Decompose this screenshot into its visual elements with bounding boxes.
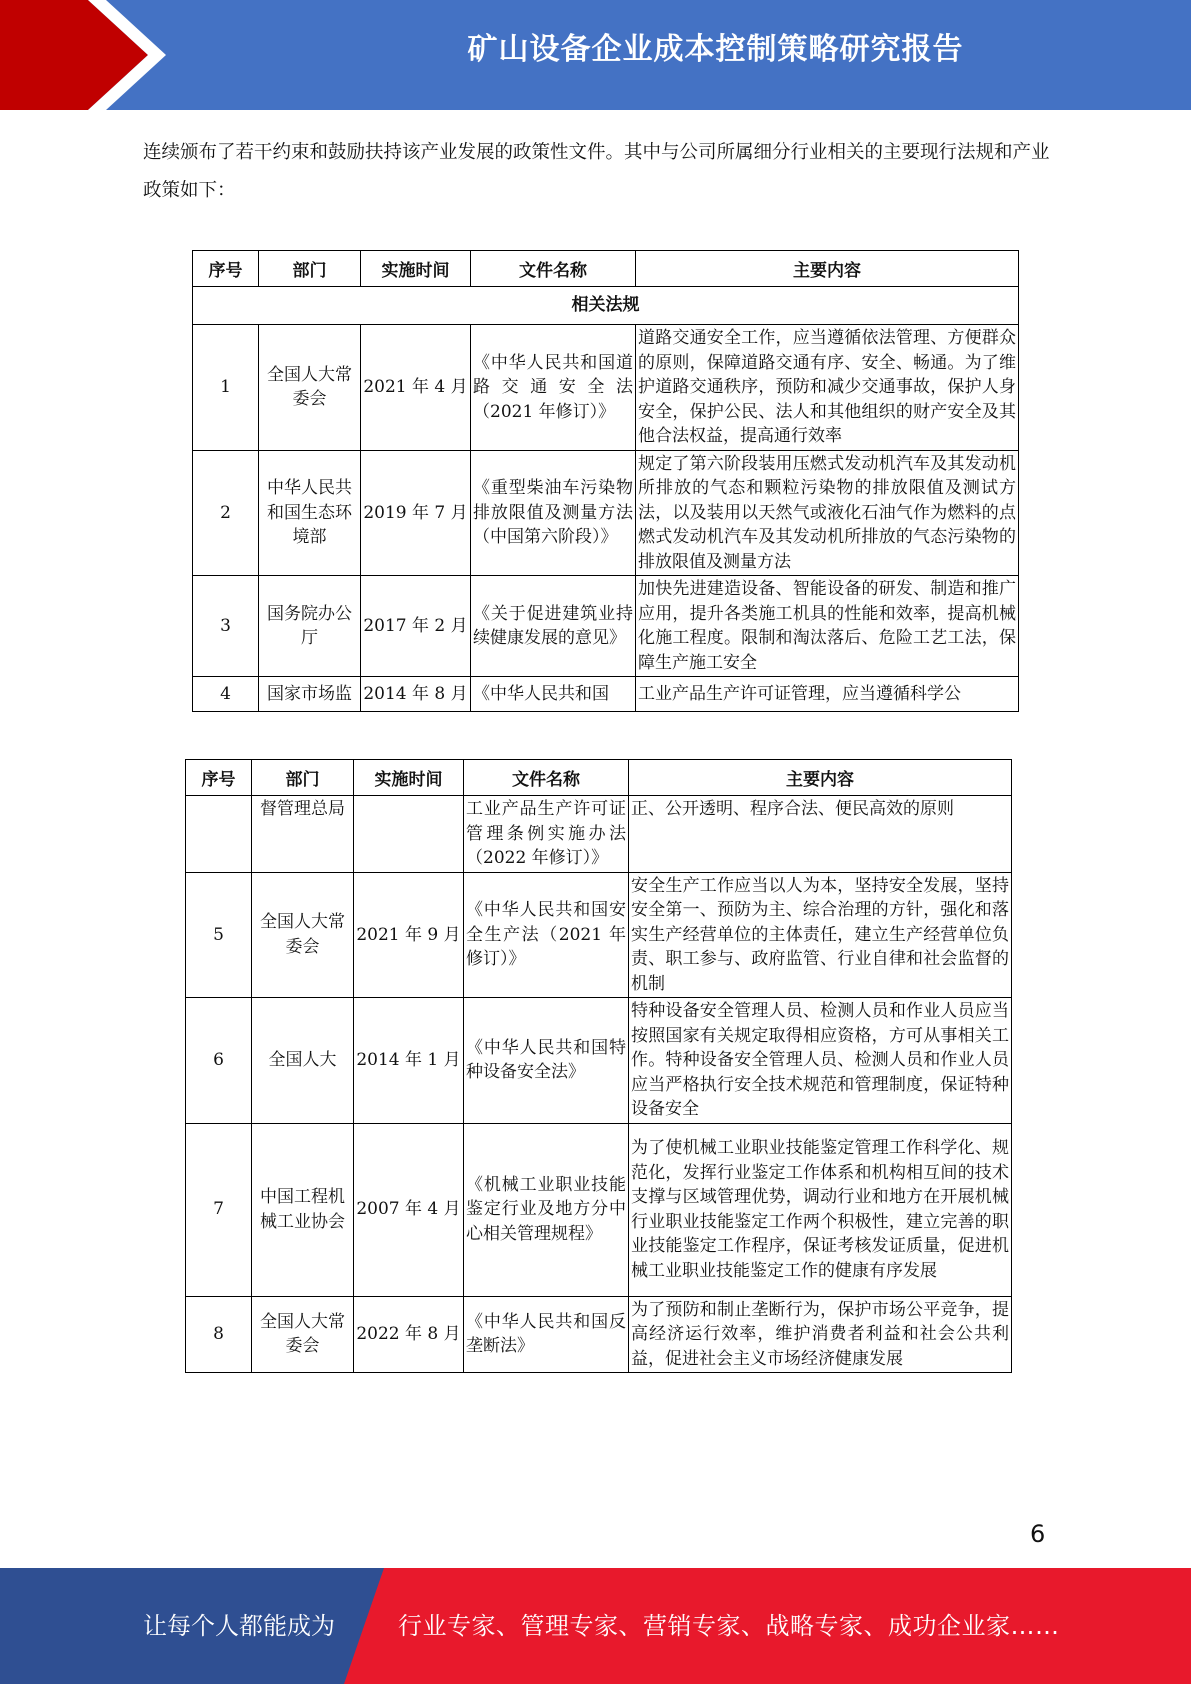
row-date: 2022 年 8 月 — [354, 1296, 464, 1373]
row-content: 特种设备安全管理人员、检测人员和作业人员应当按照国家有关规定取得相应资格，方可从事相关工作。特种设备安全管理人员、检测人员和作业人员应当严格执行安全技术规范和管理制度，保证特种设备安全 — [629, 998, 1012, 1124]
row-index: 4 — [193, 677, 259, 712]
table-row — [193, 325, 1019, 451]
row-document: 《中华人民共和国道路交通安全法（2021 年修订）》 — [471, 325, 636, 451]
row-department: 全国人大常委会 — [252, 1296, 354, 1373]
row-department: 全国人大 — [252, 998, 354, 1124]
row-document: 《中华人民共和国反垄断法》 — [464, 1296, 629, 1373]
row-index — [186, 796, 252, 873]
row-index: 7 — [186, 1123, 252, 1296]
row-document: 《中华人民共和国 — [471, 677, 636, 712]
row-content: 正、公开透明、程序合法、便民高效的原则 — [629, 796, 1012, 873]
table-row — [193, 450, 1019, 576]
row-index: 1 — [193, 325, 259, 451]
header-document: 文件名称 — [464, 760, 629, 796]
row-document: 《关于促进建筑业持续健康发展的意见》 — [471, 576, 636, 677]
row-date: 2021 年 4 月 — [361, 325, 471, 451]
row-department: 督管理总局 — [252, 796, 354, 873]
header-department: 部门 — [259, 251, 361, 287]
row-content: 道路交通安全工作，应当遵循依法管理、方便群众的原则，保障道路交通有序、安全、畅通。为了维护道路交通秩序，预防和减少交通事故，保护人身安全，保护公民、法人和其他组织的财产安全及其他合法权益，提高通行效率 — [636, 325, 1019, 451]
row-document: 《中华人民共和国特种设备安全法》 — [464, 998, 629, 1124]
row-content: 工业产品生产许可证管理，应当遵循科学公 — [636, 677, 1019, 712]
row-index: 6 — [186, 998, 252, 1124]
row-content: 安全生产工作应当以人为本，坚持安全发展，坚持安全第一、预防为主、综合治理的方针，强化和落实生产经营单位的主体责任，建立生产经营单位负责、职工参与、政府监管、行业自律和社会监督的机制 — [629, 872, 1012, 998]
page-header — [0, 0, 1191, 110]
table-header-row — [186, 760, 1012, 796]
row-date: 2014 年 8 月 — [361, 677, 471, 712]
row-date: 2017 年 2 月 — [361, 576, 471, 677]
table-row — [193, 677, 1019, 712]
section-title: 相关法规 — [193, 287, 1019, 325]
row-index: 3 — [193, 576, 259, 677]
page-footer — [0, 1568, 1191, 1684]
row-department: 中华人民共和国生态环境部 — [259, 450, 361, 576]
header-content: 主要内容 — [629, 760, 1012, 796]
row-date: 2019 年 7 月 — [361, 450, 471, 576]
row-date: 2021 年 9 月 — [354, 872, 464, 998]
table-row — [186, 1296, 1012, 1373]
row-department: 全国人大常委会 — [252, 872, 354, 998]
row-department: 国家市场监 — [259, 677, 361, 712]
section-row — [193, 287, 1019, 325]
header-index: 序号 — [193, 251, 259, 287]
row-content: 加快先进建造设备、智能设备的研发、制造和推广应用，提升各类施工机具的性能和效率，提高机械化施工程度。限制和淘汰落后、危险工艺工法，保障生产施工安全 — [636, 576, 1019, 677]
table-row — [186, 998, 1012, 1124]
row-document: 《机械工业职业技能鉴定行业及地方分中心相关管理规程》 — [464, 1123, 629, 1296]
row-date — [354, 796, 464, 873]
row-content: 为了预防和制止垄断行为，保护市场公平竞争，提高经济运行效率，维护消费者利益和社会公共利益，促进社会主义市场经济健康发展 — [629, 1296, 1012, 1373]
table-row — [186, 796, 1012, 873]
row-document: 工业产品生产许可证管理条例实施办法（2022 年修订）》 — [464, 796, 629, 873]
header-department: 部门 — [252, 760, 354, 796]
footer-slogan-right: 行业专家、管理专家、营销专家、战略专家、成功企业家…… — [398, 1612, 1060, 1640]
report-title: 矿山设备企业成本控制策略研究报告 — [467, 32, 964, 67]
table-row — [193, 576, 1019, 677]
row-content: 为了使机械工业职业技能鉴定管理工作科学化、规范化，发挥行业鉴定工作体系和机构相互间的技术支撑与区域管理优势，调动行业和地方在开展机械行业职业技能鉴定工作两个积极性，建立完善的职业技能鉴定工作程序，保证考核发证质量，促进机械工业职业技能鉴定工作的健康有序发展 — [629, 1123, 1012, 1296]
header-index: 序号 — [186, 760, 252, 796]
row-content: 规定了第六阶段装用压燃式发动机汽车及其发动机所排放的气态和颗粒污染物的排放限值及测试方法，以及装用以天然气或液化石油气作为燃料的点燃式发动机汽车及其发动机所排放的气态污染物的排放限值及测量方法 — [636, 450, 1019, 576]
footer-slogan-left: 让每个人都能成为 — [143, 1612, 335, 1640]
row-date: 2014 年 1 月 — [354, 998, 464, 1124]
row-index: 8 — [186, 1296, 252, 1373]
header-date: 实施时间 — [361, 251, 471, 287]
header-document: 文件名称 — [471, 251, 636, 287]
policy-table-1 — [192, 250, 1019, 712]
row-department: 中国工程机械工业协会 — [252, 1123, 354, 1296]
table-row — [186, 1123, 1012, 1296]
row-department: 国务院办公厅 — [259, 576, 361, 677]
policy-table-2 — [185, 759, 1012, 1373]
row-index: 5 — [186, 872, 252, 998]
table-row — [186, 872, 1012, 998]
header-content: 主要内容 — [636, 251, 1019, 287]
row-document: 《重型柴油车污染物排放限值及测量方法（中国第六阶段）》 — [471, 450, 636, 576]
row-date: 2007 年 4 月 — [354, 1123, 464, 1296]
intro-paragraph: 连续颁布了若干约束和鼓励扶持该产业发展的政策性文件。其中与公司所属细分行业相关的主要现行法规和产业政策如下： — [143, 142, 1050, 201]
row-index: 2 — [193, 450, 259, 576]
page-number: 6 — [1030, 1520, 1046, 1548]
row-department: 全国人大常委会 — [259, 325, 361, 451]
row-document: 《中华人民共和国安全生产法（2021 年修订）》 — [464, 872, 629, 998]
table-header-row — [193, 251, 1019, 287]
header-date: 实施时间 — [354, 760, 464, 796]
